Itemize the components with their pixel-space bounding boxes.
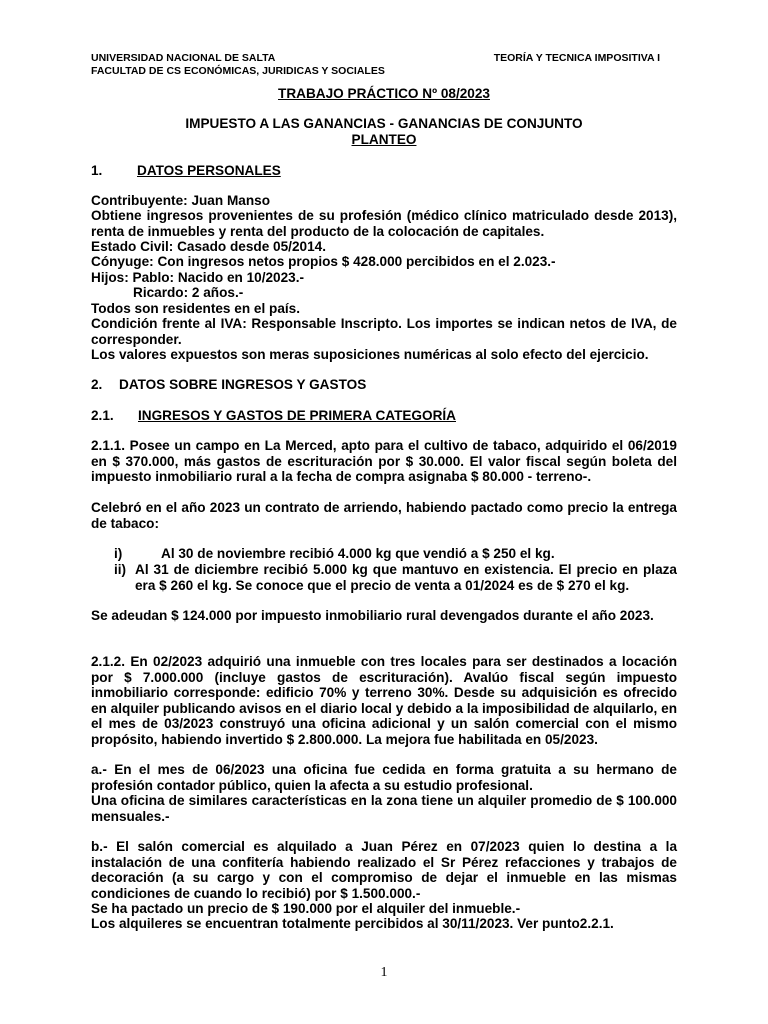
paragraph-a: a.- En el mes de 06/2023 una oficina fue cedida en forma gratuita a su hermano de profesión contador público, quien la afecta a su estudio profesional. [91,762,677,793]
section-1-number: 1. [91,163,103,178]
planteo-heading: PLANTEO [351,132,417,147]
list-item-ii-text: Al 31 de diciembre recibió 5.000 kg que mantuvo en existencia. El precio en plaza era $ 260 el kg. Se conoce que el precio de venta a 01/2024 es de $ 270 el kg. [135,562,677,593]
page-number: 1 [380,965,388,980]
hijos-line: Hijos: Pablo: Nacido en 10/2023.- [91,270,305,285]
document-subtitle: IMPUESTO A LAS GANANCIAS - GANANCIAS DE CONJUNTO [185,116,583,131]
section-2-heading: DATOS SOBRE INGRESOS Y GASTOS [119,377,367,392]
header-institution [91,52,385,78]
document-title: TRABAJO PRÁCTICO Nº 08/2023 [278,86,490,101]
paragraph-a-alquiler: Una oficina de similares características en la zona tiene un alquiler promedio de $ 100.000 mensuales.- [91,793,677,824]
section-2-number: 2. [91,377,103,392]
conyuge-line: Cónyuge: Con ingresos netos propios $ 428.000 percibidos en el 2.023.- [91,254,556,269]
list-item-i-text: Al 30 de noviembre recibió 4.000 kg que vendió a $ 250 el kg. [161,546,555,561]
list-item-ii-marker: ii) [114,562,127,577]
section-2-1-number: 2.1. [91,408,114,423]
section-2-1-heading: INGRESOS Y GASTOS DE PRIMERA CATEGORÍA [138,408,456,423]
paragraph-arriendo: Celebró en el año 2023 un contrato de arriendo, habiendo pactado como precio la entrega de tabaco: [91,500,677,531]
paragraph-b-precio: Se ha pactado un precio de $ 190.000 por el alquiler del inmueble.- [91,901,521,916]
university-name: UNIVERSIDAD NACIONAL DE SALTA [91,52,276,64]
faculty-name: FACULTAD DE CS ECONÓMICAS, JURIDICAS Y SOCIALES [91,65,385,77]
estado-civil-line: Estado Civil: Casado desde 05/2014. [91,239,326,254]
course-name: TEORÍA Y TECNICA IMPOSITIVA I [493,52,660,64]
paragraph-b-alquileres: Los alquileres se encuentran totalmente percibidos al 30/11/2023. Ver punto2.2.1. [91,916,614,931]
paragraph-2-1-2: 2.1.2. En 02/2023 adquirió una inmueble con tres locales para ser destinados a locación por $ 7.000.000 (incluye gastos de escrituración). Avalúo fiscal según impuesto inmobiliario corresponde: edificio 70% y terreno 30%. Desde su adquisición es ofrecido en alquiler publicando avisos en el diario local y debido a la imposibilidad de alquilarlo, en el mes de 03/2023 construyó una oficina adicional y un salón comercial con el mismo propósito, habiendo invertido $ 2.800.000. La mejora fue habilitada en 05/2023. [91,654,677,747]
paragraph-2-1-1: 2.1.1. Posee un campo en La Merced, apto para el cultivo de tabaco, adquirido el 06/2019 en $ 370.000, más gastos de escrituración por $ 30.000. El valor fiscal según boleta del impuesto inmobiliario rural a la fecha de compra asignaba $ 80.000 - terreno-. [91,438,677,484]
residentes-line: Todos son residentes en el país. [91,301,300,316]
ingresos-paragraph: Obtiene ingresos provenientes de su profesión (médico clínico matriculado desde 2013), renta de inmuebles y renta del producto de la colocación de capitales. [91,208,677,239]
valores-line: Los valores expuestos son meras suposiciones numéricas al solo efecto del ejercicio. [91,347,649,362]
contribuyente-line: Contribuyente: Juan Manso [91,193,270,208]
list-item-i-marker: i) [114,546,123,561]
paragraph-b: b.- El salón comercial es alquilado a Juan Pérez en 07/2023 quien lo destina a la instalación de una confitería habiendo realizado el Sr Pérez refacciones y trabajos de decoración (a su cargo y con el compromiso de dejar el inmueble en las mismas condiciones de cuando lo recibió) por $ 1.500.000.- [91,839,677,901]
adeudan-paragraph: Se adeudan $ 124.000 por impuesto inmobiliario rural devengados durante el año 2023. [91,608,654,623]
iva-paragraph: Condición frente al IVA: Responsable Inscripto. Los importes se indican netos de IVA, de corresponder. [91,316,677,347]
section-1-heading: DATOS PERSONALES [137,163,281,178]
hijo-ricardo-line: Ricardo: 2 años.- [133,285,244,300]
